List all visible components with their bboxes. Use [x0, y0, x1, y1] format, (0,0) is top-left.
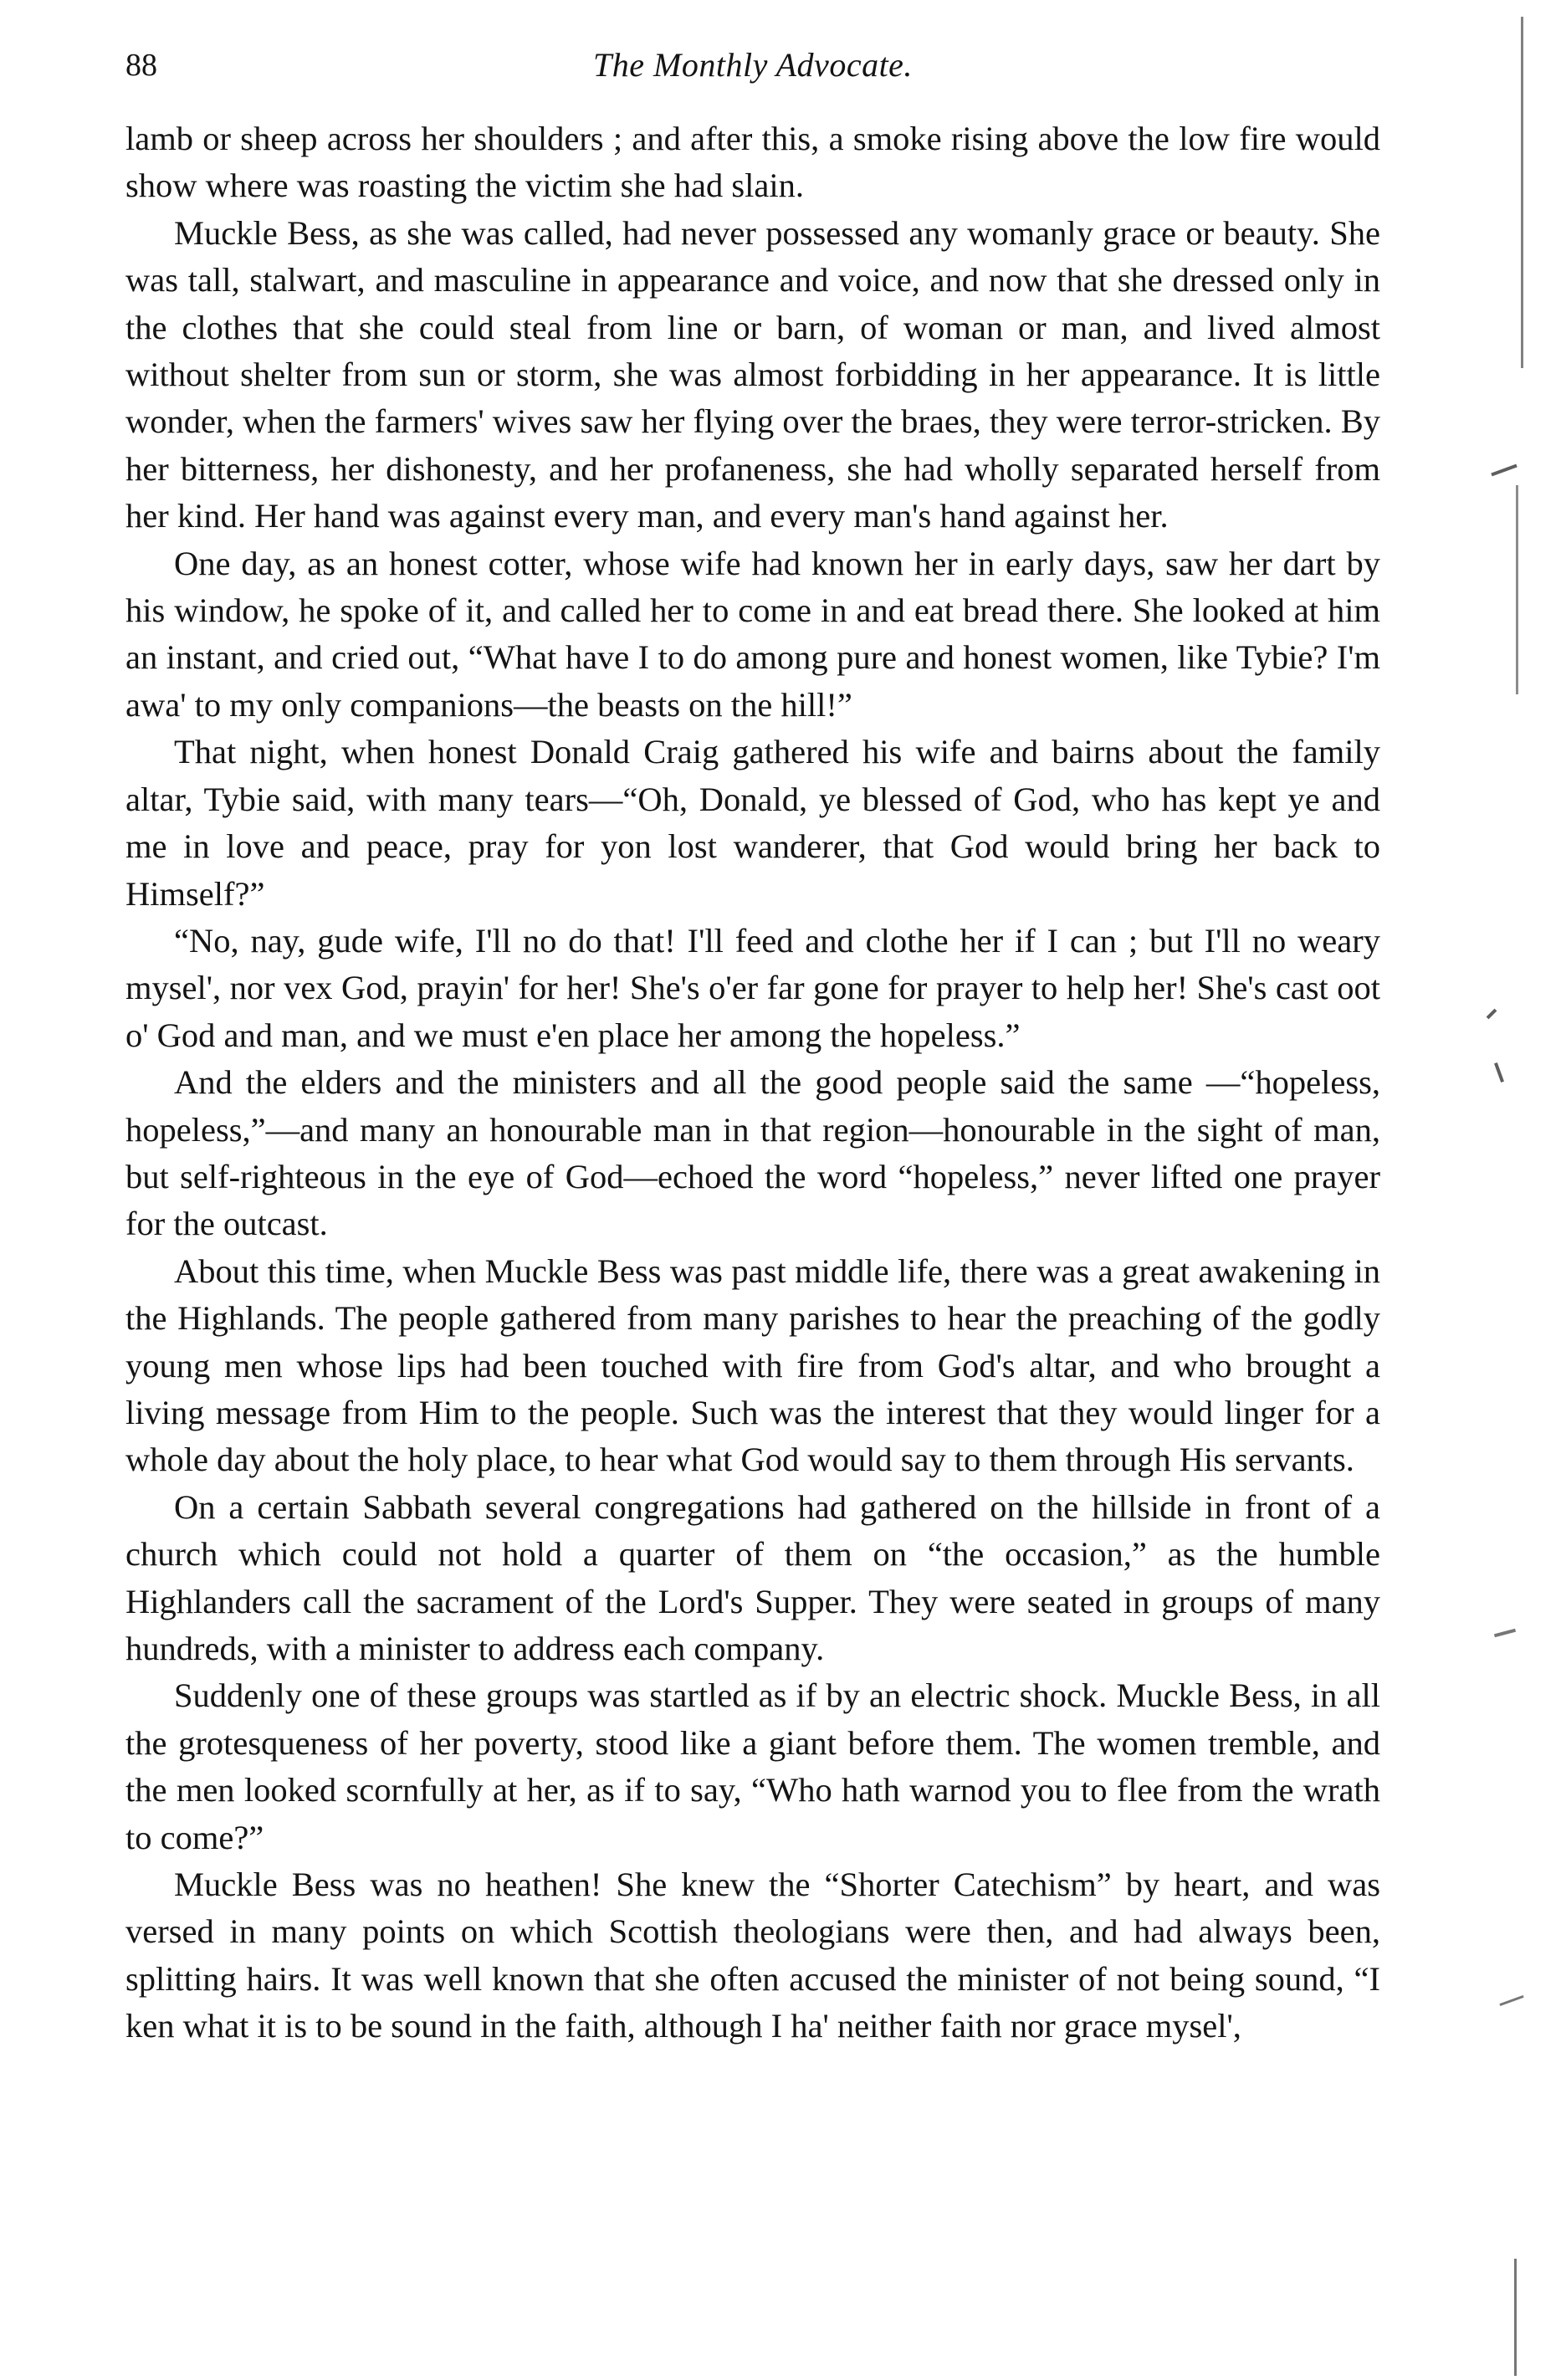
paragraph: Suddenly one of these groups was startled as if by an electric shock. Muckle Bess, in all the grotesqueness of her poverty, stood like a giant before them. The women tremble, and the men looked scornfully at her, as if to say, “Who hath warnod you to flee from the wrath to come?”	[125, 1676, 1380, 1856]
margin-scan-mark	[1499, 1995, 1523, 2006]
page-header	[125, 40, 1380, 90]
margin-scan-mark	[1494, 1062, 1504, 1083]
paragraph: On a certain Sabbath several congregations had gathered on the hillside in front of a church which could not hold a quarter of them on “the occasion,” as the humble Highlanders call the sacrament of the Lord's Supper. They were seated in groups of many hundreds, with a minister to address each company.	[125, 1487, 1380, 1667]
paragraph: lamb or sheep across her shoulders ; and after this, a smoke rising above the low fire would show where was roasting the victim she had slain.	[125, 120, 1380, 205]
margin-scan-mark	[1487, 1009, 1497, 1020]
paragraph: “No, nay, gude wife, I'll no do that! I'll feed and clothe her if I can ; but I'll no weary mysel', nor vex God, prayin' for her! She's o'er far gone for prayer to help her! She's cast oot o' God and man, and we must e'en place her among the hopeless.”	[125, 921, 1380, 1054]
margin-scan-mark	[1521, 17, 1523, 368]
paragraph: About this time, when Muckle Bess was past middle life, there was a great awakening in the Highlands. The people gathered from many parishes to hear the preaching of the godly young men whose lips had been touched with fire from God's altar, and who brought a living message from Him to the people. Such was the interest that they would linger for a whole day about the holy place, to hear what God would say to them through His servants.	[125, 1251, 1380, 1479]
margin-scan-mark	[1491, 464, 1517, 477]
running-title: The Monthly Advocate.	[593, 46, 913, 84]
paragraph: That night, when honest Donald Craig gathered his wife and bairns about the family altar, Tybie said, with many tears—“Oh, Donald, ye blessed of God, who has kept ye and me in love and peace, pray for yon lost wanderer, that God would bring her back to Himself?”	[125, 733, 1380, 913]
margin-scan-mark	[1516, 485, 1518, 694]
page-number: 88	[125, 48, 157, 83]
paragraph: And the elders and the ministers and all the good people said the same —“hopeless, hopeless,”—and many an honourable man in that region—honourable in the sight of man, but self-righteous in the eye of God—echoed the word “hopeless,” never lifted one prayer for the outcast.	[125, 1063, 1380, 1243]
paragraph: One day, as an honest cotter, whose wife had known her in early days, saw her dart by his window, he spoke of it, and called her to come in and eat bread there. She looked at him an instant, and cried out, “What have I to do among pure and honest women, like Tybie? I'm awa' to my only companions—the beasts on the hill!”	[125, 544, 1380, 724]
paragraph: Muckle Bess was no heathen! She knew the “Shorter Catechism” by heart, and was versed in many points on which Scottish theologians were then, and had always been, splitting hairs. It was well known that she often accused the minister of not being sound, “I ken what it is to be sound in the faith, although I ha' neither faith nor grace mysel',	[125, 1866, 1380, 2045]
paragraph: Muckle Bess, as she was called, had never possessed any womanly grace or beauty. She was tall, stalwart, and masculine in appearance and voice, and now that she dressed only in the clothes that she could steal from line or barn, of woman or man, and lived almost without shelter from sun or storm, she was almost forbidding in her appearance. It is little wonder, when the farmers' wives saw her flying over the braes, they were terror-stricken. By her bitterness, her dishonesty, and her profaneness, she had wholly separated herself from her kind. Her hand was against every man, and every man's hand against her.	[125, 213, 1380, 535]
margin-scan-mark	[1514, 2259, 1517, 2376]
margin-scan-mark	[1494, 1629, 1516, 1638]
body-text	[125, 115, 1380, 2050]
